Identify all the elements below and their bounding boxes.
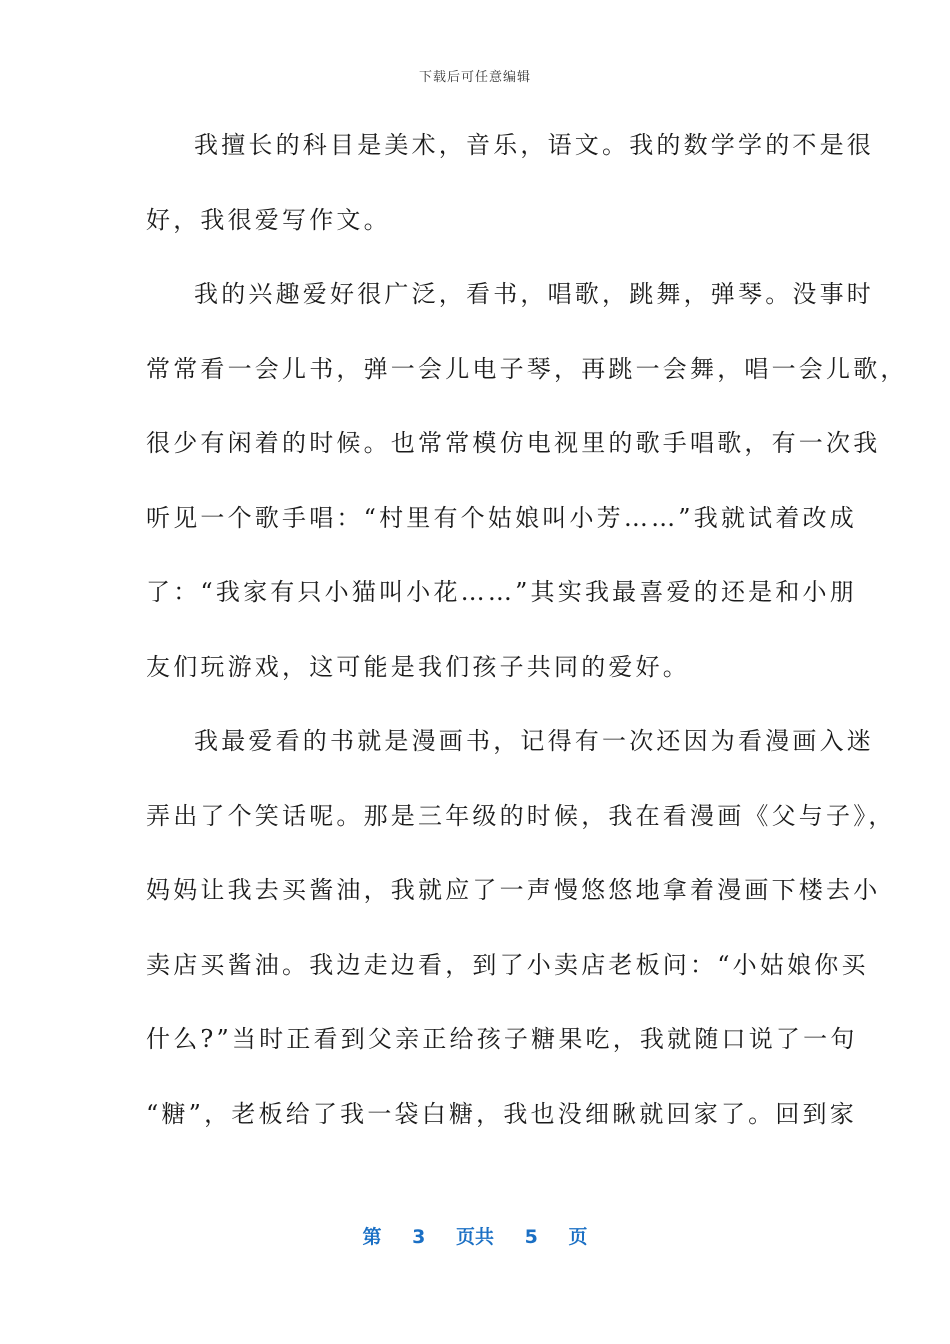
paragraph-line: 了：“我家有只小猫叫小花……”其实我最喜爱的还是和小朋 (146, 578, 857, 606)
total-pages-number: 5 (524, 1226, 538, 1248)
paragraph-line: 很少有闲着的时候。也常常模仿电视里的歌手唱歌，有一次我 (146, 429, 881, 457)
paragraph-line: 听见一个歌手唱：“村里有个姑娘叫小芳……”我就试着改成 (146, 503, 857, 532)
page-number-footer (0, 1222, 950, 1249)
paragraph-line: 卖店买酱油。我边走边看，到了小卖店老板问：“小姑娘你买 (146, 950, 869, 979)
paragraph-line: 弄出了个笑话呢。那是三年级的时候，我在看漫画《父与子》， (146, 801, 896, 830)
paragraph-line: 好，我很爱写作文。 (146, 205, 391, 234)
paragraph-line: 我的兴趣爱好很广泛，看书，唱歌，跳舞，弹琴。没事时 (194, 280, 874, 308)
current-page-number: 3 (412, 1226, 426, 1248)
document-body (146, 118, 908, 1161)
page-header-note: 下载后可任意编辑 (418, 70, 531, 85)
page-label-prefix: 第 (362, 1226, 382, 1248)
paragraph-line: 妈妈让我去买酱油，我就应了一声慢悠悠地拿着漫画下楼去小 (146, 876, 881, 904)
page-label-mid: 页共 (455, 1226, 494, 1248)
paragraph-line: 友们玩游戏，这可能是我们孩子共同的爱好。 (146, 652, 690, 681)
paragraph-line: 什么?”当时正看到父亲正给孩子糖果吃，我就随口说了一句 (146, 1025, 858, 1053)
paragraph-line: 我擅长的科目是美术，音乐，语文。我的数学学的不是很 (194, 131, 874, 159)
paragraph-line: 我最爱看的书就是漫画书，记得有一次还因为看漫画入迷 (194, 727, 874, 755)
paragraph-line: 常常看一会儿书，弹一会儿电子琴，再跳一会舞，唱一会儿歌， (146, 354, 908, 383)
page-label-suffix: 页 (568, 1226, 588, 1248)
paragraph-line: “糖”，老板给了我一袋白糖，我也没细瞅就回家了。回到家 (146, 1099, 857, 1128)
